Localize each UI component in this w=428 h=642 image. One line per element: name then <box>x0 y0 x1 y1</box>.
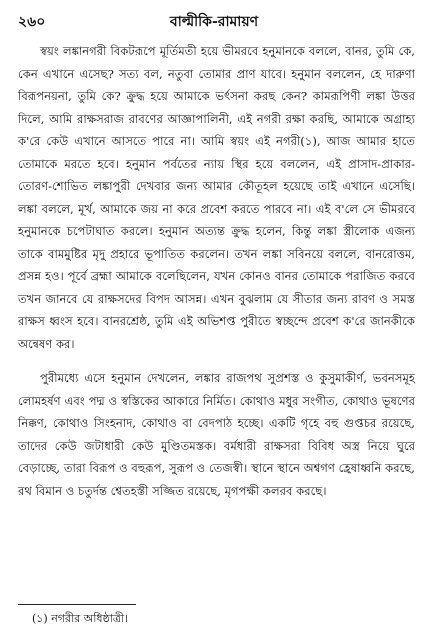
paragraph-lanka-encounter: স্বয়ং লঙ্কানগরী বিকটরূপে মূর্তিমতী হয়ে ভীমরবে হনুমানকে বললে, বানর, তুমি কে, কেন এখানে এসেছ? সত্য বল, নতুবা তোমার প্রাণ যাবে। হনুমান বললেন, হে দারুণা বিরূপনয়না, তুমি কে? ক্রুদ্ধ হয়ে আমাকে ভর্ৎসনা করছ কেন? কামরূপিণী লঙ্কা উত্তর দিলে, আমি রাক্ষসরাজ রাবণের আজ্ঞাপালিনী, এই নগরী রক্ষা করছি, আমাকে অগ্রাহ্য ক'রে কেউ এখানে আসতে পারে না। আমি স্বয়ং এই নগরী(১), আজ আমার হাতে তোমাকে মরতে হবে। হনুমান পর্বতের ন্যায় স্থির হয়ে বললেন, এই প্রাসাদ-প্রাকার-তোরণ-শোভিত লঙ্কাপুরী দেখবার জন্য আমার কৌতূহল হয়েছে তাই এখানে এসেছি। লঙ্কা বললে, মূর্খ, আমাকে জয় না করে প্রবেশ করতে পারবে না। এই ব'লে সে ভীমরবে হনুমানকে চপেটাঘাত করলে। হনুমান অত্যন্ত ক্রুদ্ধ হলেন, কিন্তু লঙ্কা স্ত্রীলোক এজন্য তাকে বামমুষ্টির মৃদু প্রহারে ভূপাতিত করলেন। তখন লঙ্কা সবিনয়ে বললে, বানরোত্তম, প্রসন্ন হও। পূর্বে ব্রহ্মা আমাকে বলেছিলেন, যখন কোনও বানর তোমাকে পরাজিত করবে তখন জানবে যে রাক্ষসদের বিপদ আসন্ন। এখন বুঝলাম যে সীতার জন্য রাবণ ও সমস্ত রাক্ষস ধ্বংস হবে। বানরশ্রেষ্ঠ, তুমি এই অভিশপ্ত পুরীতে স্বচ্ছন্দে প্রবেশ ক'রে জানকীকে অন্বেষণ কর। <box>18 44 415 351</box>
running-title: বাল্মীকি-রামায়ণ <box>169 14 259 30</box>
footnote-divider <box>18 604 136 605</box>
page-header <box>0 0 428 36</box>
page-number: ২৬০ <box>18 14 46 30</box>
body-text <box>18 40 415 502</box>
footnote: (১) নগরীর অধিষ্ঠাত্রী। <box>32 612 129 625</box>
paragraph-city-description: পুরীমধ্যে এসে হনুমান দেখলেন, লঙ্কার রাজপথ সুপ্রশস্ত ও কুসুমাকীর্ণ, ভবনসমূহ লোমহর্ষণ এবং পদ্ম ও স্বস্তিকের আকারে নির্মিত। কোথাও মধুর সংগীত, কোথাও ভূষণের নিক্কণ, কোথাও সিংহনাদ, কোথাও বা বেদপাঠ হচ্ছে। একটি গৃহে বহু গুপ্তচর রয়েছে, তাদের কেউ জটাধারী কেউ মুণ্ডিতমস্তক। বর্মধারী রাক্ষসরা বিবিধ অস্ত্র নিয়ে ঘুরে বেড়াচ্ছে, তারা বিরূপ ও বহুরূপ, সুরূপ ও তেজস্বী। স্থানে স্থানে অশ্বগণ হ্রেষাধ্বনি করছে, রথ বিমান ও চতুর্দন্ত শ্বেতহস্তী সজ্জিত রয়েছে, মৃগপক্ষী কলরব করছে। <box>18 371 415 498</box>
